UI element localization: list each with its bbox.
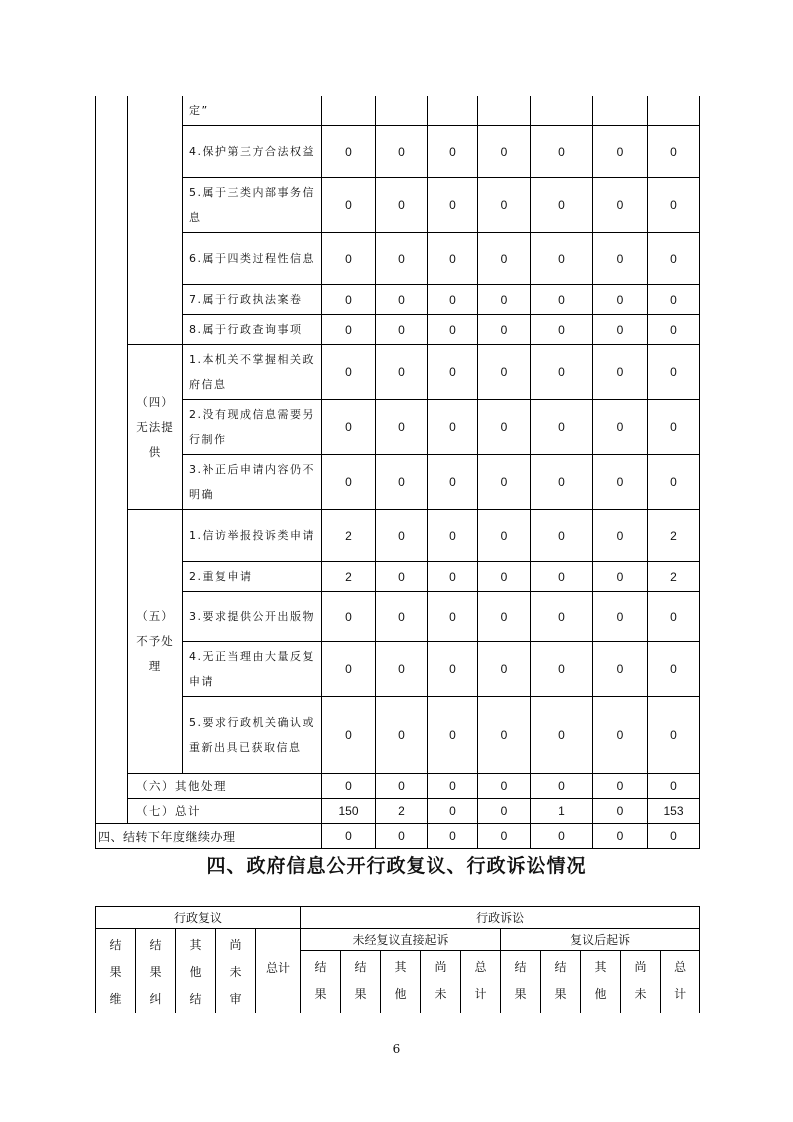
after-col <box>581 951 621 1014</box>
value-cell: 0 <box>376 315 428 345</box>
value-cell: 0 <box>478 178 531 233</box>
value-cell: 0 <box>376 345 428 400</box>
review-col-text: 尚 未 审 <box>229 938 242 1006</box>
value-cell: 0 <box>428 510 478 562</box>
item-label: 4.无正当理由大量反复申请 <box>183 642 322 697</box>
value-cell: 0 <box>648 455 700 510</box>
value-cell: 0 <box>531 345 593 400</box>
item-label: 2.没有现成信息需要另行制作 <box>183 400 322 455</box>
value-cell: 0 <box>376 400 428 455</box>
review-col-text: 结 果 纠 <box>149 938 162 1006</box>
after-col-text: 结 果 <box>514 960 527 1001</box>
direct-col-text: 尚 未 <box>434 960 447 1001</box>
value-cell: 0 <box>593 592 648 642</box>
review-total-col: 总计 <box>256 929 301 1014</box>
value-cell: 0 <box>531 126 593 178</box>
value-cell: 0 <box>648 824 700 849</box>
after-col-text: 尚 未 <box>634 960 647 1001</box>
table-row <box>96 642 700 697</box>
value-cell: 0 <box>376 824 428 849</box>
value-cell: 0 <box>428 642 478 697</box>
value-cell: 0 <box>478 510 531 562</box>
direct-col <box>461 951 501 1014</box>
value-cell: 0 <box>478 233 531 285</box>
value-cell: 0 <box>593 642 648 697</box>
value-cell: 0 <box>428 455 478 510</box>
group-label-cannot-provide: （四）无法提供 <box>128 345 183 510</box>
item-label: 3.要求提供公开出版物 <box>183 592 322 642</box>
value-cell: 0 <box>428 178 478 233</box>
value-cell <box>478 96 531 126</box>
value-cell: 0 <box>322 642 376 697</box>
table-row <box>96 285 700 315</box>
table-row <box>96 233 700 285</box>
direct-col <box>421 951 461 1014</box>
value-cell: 0 <box>478 642 531 697</box>
carry-forward-label: 四、结转下年度继续办理 <box>96 824 322 849</box>
value-cell: 0 <box>531 510 593 562</box>
value-cell: 0 <box>376 178 428 233</box>
review-col <box>216 929 256 1014</box>
value-cell: 0 <box>322 774 376 799</box>
value-cell: 0 <box>478 126 531 178</box>
value-cell: 0 <box>322 178 376 233</box>
value-cell <box>648 96 700 126</box>
item-label: 定” <box>183 96 322 126</box>
value-cell: 0 <box>593 697 648 774</box>
carry-forward-row <box>96 824 700 849</box>
value-cell: 0 <box>376 562 428 592</box>
value-cell: 2 <box>648 562 700 592</box>
item-label: 3.补正后申请内容仍不明确 <box>183 455 322 510</box>
value-cell: 0 <box>593 233 648 285</box>
value-cell: 0 <box>648 315 700 345</box>
value-cell: 0 <box>593 455 648 510</box>
value-cell: 0 <box>478 697 531 774</box>
value-cell: 0 <box>593 126 648 178</box>
direct-col-text: 其 他 <box>394 960 407 1001</box>
value-cell: 0 <box>593 562 648 592</box>
other-handling-row-label: （六）其他处理 <box>128 774 322 799</box>
table-row <box>96 592 700 642</box>
value-cell: 0 <box>322 592 376 642</box>
value-cell: 0 <box>376 592 428 642</box>
value-cell: 0 <box>376 126 428 178</box>
value-cell: 0 <box>531 285 593 315</box>
value-cell <box>593 96 648 126</box>
after-col-text: 结 果 <box>554 960 567 1001</box>
review-header: 行政复议 <box>96 907 301 929</box>
group-label-not-processed: （五）不予处理 <box>128 510 183 774</box>
value-cell: 0 <box>322 345 376 400</box>
table-row <box>96 562 700 592</box>
value-cell: 2 <box>322 510 376 562</box>
value-cell: 0 <box>322 697 376 774</box>
value-cell: 0 <box>428 285 478 315</box>
value-cell: 0 <box>648 774 700 799</box>
after-col <box>621 951 661 1014</box>
value-cell: 0 <box>478 824 531 849</box>
value-cell: 0 <box>428 126 478 178</box>
review-col <box>136 929 176 1014</box>
value-cell: 0 <box>593 285 648 315</box>
value-cell: 0 <box>376 233 428 285</box>
value-cell: 0 <box>376 285 428 315</box>
value-cell: 0 <box>322 233 376 285</box>
value-cell: 2 <box>648 510 700 562</box>
table-row <box>96 315 700 345</box>
value-cell: 0 <box>478 400 531 455</box>
after-col <box>501 951 541 1014</box>
value-cell: 0 <box>531 455 593 510</box>
value-cell: 0 <box>322 400 376 455</box>
value-cell: 0 <box>478 455 531 510</box>
value-cell: 0 <box>648 178 700 233</box>
value-cell: 0 <box>478 592 531 642</box>
value-cell: 0 <box>593 824 648 849</box>
value-cell: 0 <box>428 233 478 285</box>
value-cell: 0 <box>478 345 531 400</box>
table-row <box>96 400 700 455</box>
value-cell: 0 <box>531 562 593 592</box>
value-cell <box>428 96 478 126</box>
value-cell: 0 <box>376 510 428 562</box>
litigation-header: 行政诉讼 <box>301 907 700 929</box>
value-cell: 0 <box>531 400 593 455</box>
item-label: 4.保护第三方合法权益 <box>183 126 322 178</box>
item-label: 2.重复申请 <box>183 562 322 592</box>
value-cell: 0 <box>478 562 531 592</box>
value-cell: 0 <box>428 774 478 799</box>
value-cell: 0 <box>593 178 648 233</box>
value-cell: 0 <box>648 126 700 178</box>
other-handling-row <box>96 774 700 799</box>
value-cell: 0 <box>593 315 648 345</box>
direct-col-text: 结 果 <box>354 960 367 1001</box>
value-cell: 0 <box>531 592 593 642</box>
value-cell: 0 <box>531 642 593 697</box>
direct-suit-header: 未经复议直接起诉 <box>301 929 501 951</box>
value-cell: 0 <box>593 799 648 824</box>
value-cell: 0 <box>531 178 593 233</box>
value-cell: 0 <box>593 345 648 400</box>
table-row <box>96 96 700 126</box>
value-cell: 153 <box>648 799 700 824</box>
value-cell: 0 <box>428 345 478 400</box>
item-label: 7.属于行政执法案卷 <box>183 285 322 315</box>
group-blank-cell <box>128 96 183 345</box>
value-cell: 1 <box>531 799 593 824</box>
value-cell: 0 <box>428 697 478 774</box>
value-cell: 0 <box>478 285 531 315</box>
table-row <box>96 455 700 510</box>
value-cell: 0 <box>428 315 478 345</box>
value-cell: 0 <box>593 774 648 799</box>
value-cell: 0 <box>322 824 376 849</box>
value-cell: 0 <box>648 697 700 774</box>
value-cell: 0 <box>648 233 700 285</box>
table-row <box>96 178 700 233</box>
value-cell: 0 <box>648 592 700 642</box>
value-cell: 0 <box>531 824 593 849</box>
value-cell: 2 <box>322 562 376 592</box>
value-cell: 0 <box>648 400 700 455</box>
value-cell: 0 <box>648 345 700 400</box>
value-cell: 0 <box>322 315 376 345</box>
value-cell: 0 <box>593 510 648 562</box>
value-cell: 0 <box>648 642 700 697</box>
table-row <box>96 126 700 178</box>
value-cell: 0 <box>428 562 478 592</box>
value-cell <box>531 96 593 126</box>
value-cell <box>376 96 428 126</box>
direct-col-text: 总 计 <box>474 960 487 1001</box>
review-col-text: 结 果 维 <box>109 938 122 1006</box>
disclosure-statistics-table <box>95 96 700 849</box>
value-cell: 150 <box>322 799 376 824</box>
direct-col <box>301 951 341 1014</box>
value-cell: 0 <box>531 233 593 285</box>
outer-blank-cell <box>96 96 128 824</box>
review-col <box>96 929 136 1014</box>
value-cell: 0 <box>478 799 531 824</box>
value-cell: 0 <box>531 697 593 774</box>
direct-col-text: 结 果 <box>314 960 327 1001</box>
value-cell: 0 <box>531 774 593 799</box>
direct-col <box>381 951 421 1014</box>
after-col <box>541 951 581 1014</box>
value-cell: 0 <box>322 455 376 510</box>
value-cell: 2 <box>376 799 428 824</box>
value-cell: 0 <box>376 774 428 799</box>
total-row-label: （七）总计 <box>128 799 322 824</box>
table-row <box>96 697 700 774</box>
value-cell: 0 <box>428 824 478 849</box>
direct-col <box>341 951 381 1014</box>
item-label: 1.信访举报投诉类申请 <box>183 510 322 562</box>
after-review-header: 复议后起诉 <box>501 929 700 951</box>
value-cell: 0 <box>376 455 428 510</box>
item-label: 8.属于行政查询事项 <box>183 315 322 345</box>
value-cell: 0 <box>376 642 428 697</box>
table-row <box>96 510 700 562</box>
value-cell: 0 <box>478 774 531 799</box>
table-row <box>96 345 700 400</box>
total-row <box>96 799 700 824</box>
after-col-text: 其 他 <box>594 960 607 1001</box>
value-cell: 0 <box>428 400 478 455</box>
value-cell: 0 <box>648 285 700 315</box>
value-cell: 0 <box>322 126 376 178</box>
value-cell: 0 <box>428 799 478 824</box>
value-cell: 0 <box>428 592 478 642</box>
value-cell: 0 <box>593 400 648 455</box>
review-col <box>176 929 216 1014</box>
item-label: 6.属于四类过程性信息 <box>183 233 322 285</box>
after-col <box>661 951 700 1014</box>
value-cell: 0 <box>531 315 593 345</box>
review-litigation-table <box>95 906 700 1013</box>
after-col-text: 总 计 <box>674 960 687 1001</box>
item-label: 1.本机关不掌握相关政府信息 <box>183 345 322 400</box>
review-col-text: 其 他 结 <box>189 938 202 1006</box>
item-label: 5.属于三类内部事务信息 <box>183 178 322 233</box>
value-cell: 0 <box>478 315 531 345</box>
page-number: 6 <box>392 1042 401 1056</box>
value-cell <box>322 96 376 126</box>
item-label: 5.要求行政机关确认或重新出具已获取信息 <box>183 697 322 774</box>
value-cell: 0 <box>376 697 428 774</box>
value-cell: 0 <box>322 285 376 315</box>
section-title: 四、政府信息公开行政复议、行政诉讼情况 <box>206 855 587 877</box>
